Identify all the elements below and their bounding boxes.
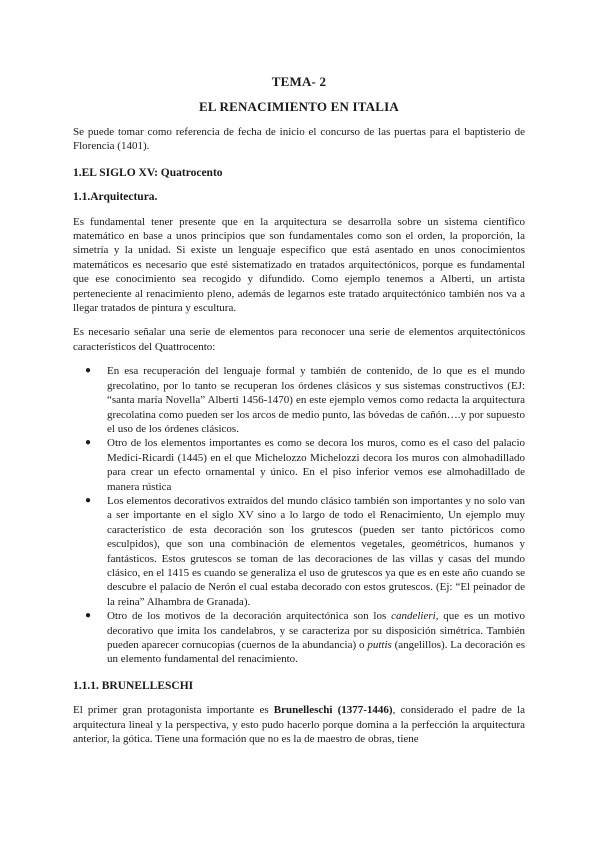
italic-term-candelieri: candelieri, xyxy=(391,610,439,623)
list-item xyxy=(73,364,525,436)
list-item xyxy=(73,436,525,494)
document-subtitle: EL RENACIMIENTO EN ITALIA xyxy=(199,99,399,114)
bullet-icon: ● xyxy=(85,610,92,622)
italic-term-puttis: puttis xyxy=(367,639,392,651)
list-item-text-part: que es un motivo decorativo que imita los candelabros, y se caracteriza por su disposición simétrica. También pueden aparecer cornucopias (cuernos de la abundancia) o xyxy=(107,610,525,651)
paragraph-elementos: Es necesario señalar una serie de elementos para reconocer una serie de elementos arquitectónicos característicos del Quattrocento: xyxy=(73,326,525,353)
subsection-heading-arquitectura: 1.1.Arquitectura. xyxy=(73,191,158,204)
bullet-icon: ● xyxy=(85,494,92,506)
document-page xyxy=(73,74,525,746)
bullet-list xyxy=(73,364,525,667)
subsection-heading-brunelleschi: 1.1.1. BRUNELLESCHI xyxy=(73,679,194,692)
paragraph-arquitectura: Es fundamental tener presente que en la arquitectura se desarrolla sobre un sistema científico matemático en base a unos principios que son fundamentales como son el orden, la proporción, la simetría y la unidad. Si existe un lenguaje específico que está asentado en unos conocimientos matemáticos es necesario que esté sistematizado en tratados arquitectónicos, porque es fundamental que ese conocimiento sea recogido y difundido. Como ejemplo tenemos a Alberti, un artista perteneciente al renacimiento pleno, además de legarnos este tratado arquitectónico también nos va a llegar tratados de pintura y escultura. xyxy=(73,215,525,315)
intro-paragraph: Se puede tomar como referencia de fecha de inicio el concurso de las puertas para el baptisterio de Florencia (1401). xyxy=(73,126,525,153)
paragraph-text-part: , considerado el padre de la arquitectura lineal y la perspectiva, y esto pudo hacerlo porque domina a la perfección la arquitectura anterior, la gótica. Tiene una formación que no es la de maestro de obras, tiene xyxy=(73,704,525,746)
list-item-text: Otro de los elementos importantes es como se decora los muros, como es el caso del palacio Medici-Ricardi (1445) en el que Michelozzo Michelozzi decora los muros con almohadillado para crear un efecto ornamental y único. En el piso inferior vemos ese almohadillado de manera rústica xyxy=(107,437,525,493)
list-item-text: Los elementos decorativos extraídos del mundo clásico también son importantes y no solo van a ser importante en el siglo XV sino a lo largo de todo el Renacimiento, Un ejemplo muy característico de esta decoración son los grutescos (pueden ser tanto pictóricos como esculpidos), que son una combinación de elementos vegetales, geométricos, humanos y fantásticos. Estos grutescos se toman de las decoraciones de las villas y casas del mundo clásico, en el 1415 es cuando se generaliza el uso de grutescos ya que es en este año cuando se descubre el palacio de Nerón el cual estaba decorado con estos grutescos. (Ej: “El peinador de la reina” Alhambra de Granada). xyxy=(107,494,525,608)
bullet-icon: ● xyxy=(85,365,92,377)
bold-name-brunelleschi: Brunelleschi (1377-1446) xyxy=(273,704,393,717)
list-item-text-part: Otro de los motivos de la decoración arquitectónica son los xyxy=(107,610,392,623)
paragraph-text-part: El primer gran protagonista importante es xyxy=(73,704,274,717)
bullet-icon: ● xyxy=(85,437,92,449)
list-item-text-part: (angelillos). La decoración es un elemento fundamental del renacimiento. xyxy=(107,639,526,666)
list-item xyxy=(73,494,525,609)
paragraph-brunelleschi xyxy=(73,703,525,746)
list-item-text: En esa recuperación del lenguaje formal y también de contenido, de lo que es el mundo grecolatino, por lo tanto se recuperan los órdenes clásicos y sus sistemas constructivos (EJ: “santa maría Novella” Alberti 1456-1470) en este ejemplo vemos como redacta la arquitectura grecolatina como pueden ser los arcos de medio punto, las bóvedas de cañón….y por supuesto el uso de los órdenes clásicos. xyxy=(107,365,525,435)
list-item xyxy=(73,609,525,667)
document-title: TEMA- 2 xyxy=(271,74,327,89)
list-item-text xyxy=(107,610,525,665)
section-heading-siglo-xv: 1.EL SIGLO XV: Quatrocento xyxy=(73,166,223,179)
